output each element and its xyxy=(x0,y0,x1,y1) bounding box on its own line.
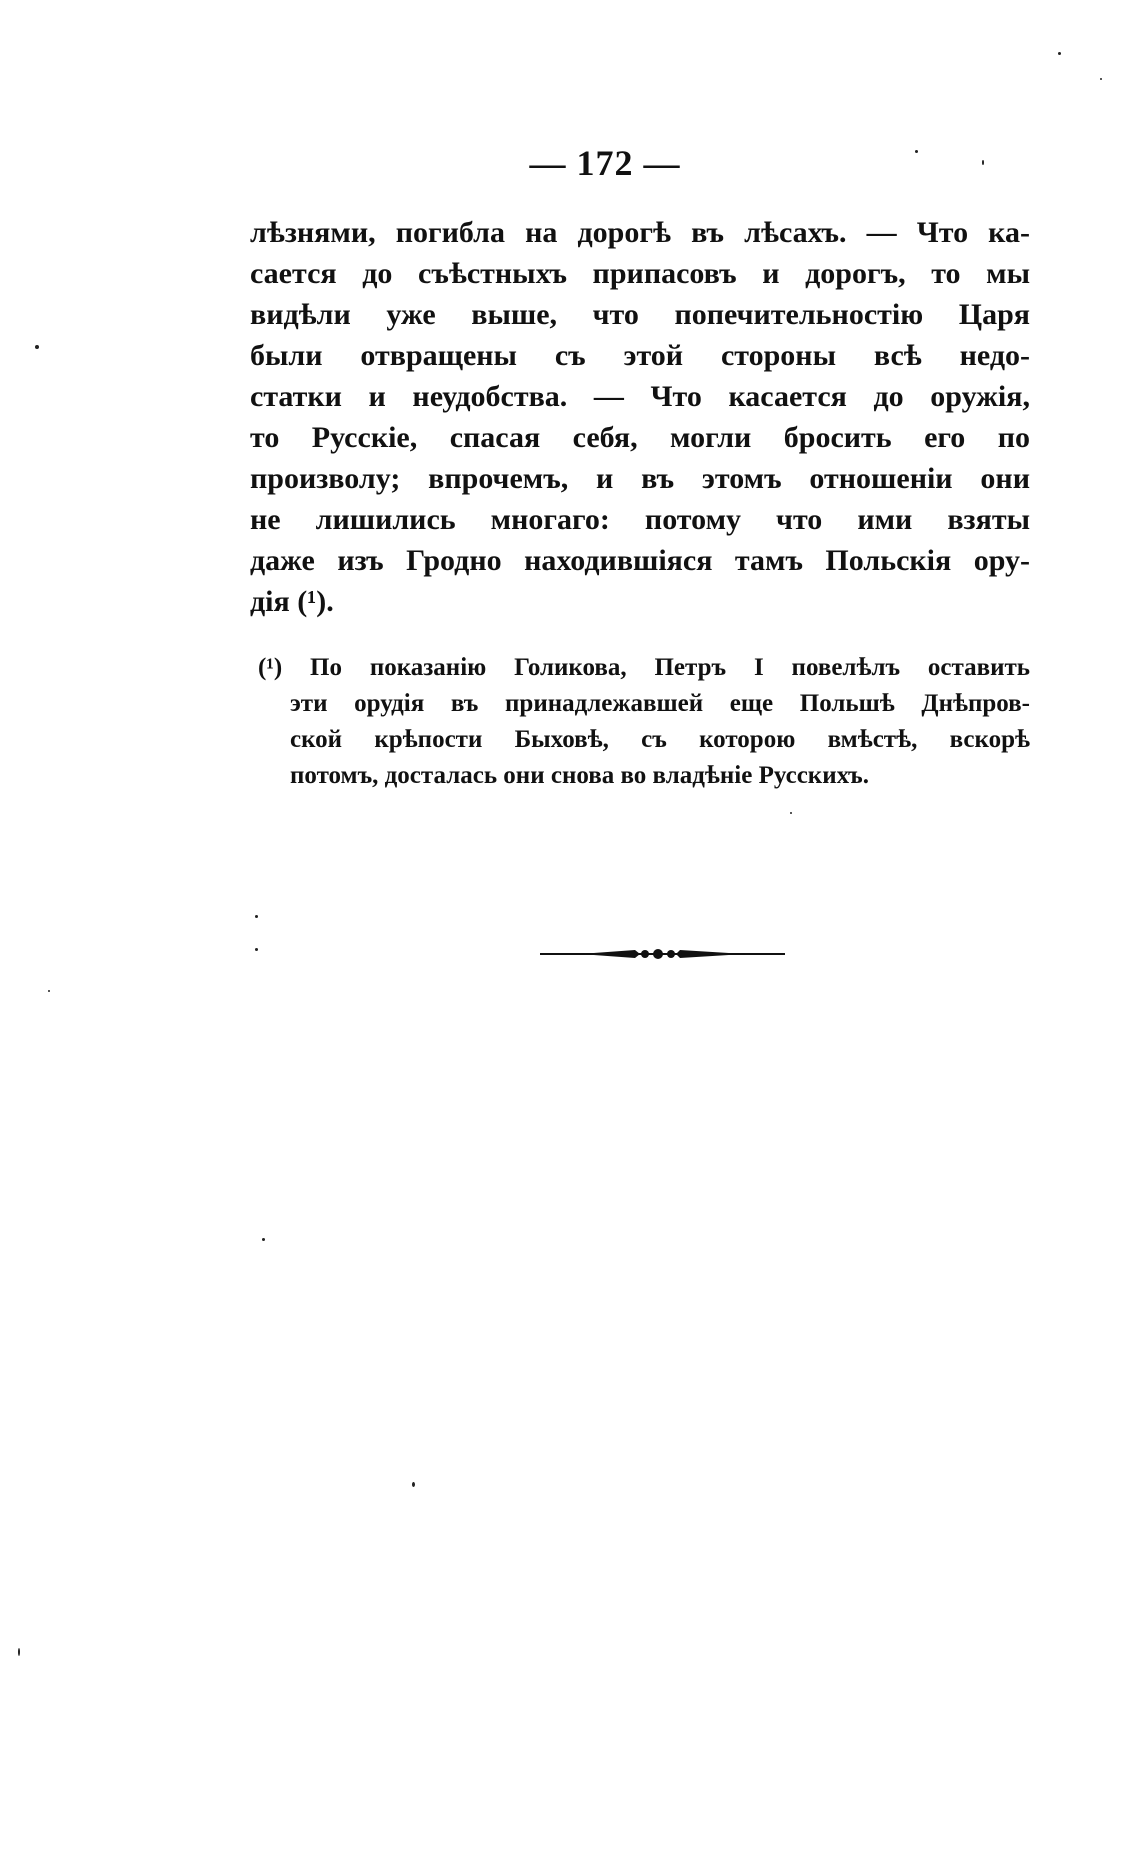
scan-speck xyxy=(262,1238,265,1241)
footnote-line: эти орудія въ принадлежавшей еще Польшѣ Днѣпров- xyxy=(290,690,1030,717)
text-line: видѣли уже выше, что попечительностію Царя xyxy=(250,298,1030,331)
scan-speck xyxy=(412,1482,415,1487)
footnote-line: потомъ, досталась они снова во владѣніе Русскихъ. xyxy=(290,762,869,789)
text-line: были отвращены съ этой стороны всѣ недо- xyxy=(250,339,1030,372)
scan-speck xyxy=(255,915,258,918)
footnote xyxy=(258,650,1030,794)
scan-speck xyxy=(1058,52,1061,55)
scan-speck xyxy=(48,990,50,992)
footnote-line: ской крѣпости Быховѣ, съ которою вмѣстѣ, вскорѣ xyxy=(290,726,1030,753)
footnote-line: (¹) По показанію Голикова, Петръ I повелѣлъ оставить xyxy=(258,654,1030,681)
scan-speck xyxy=(18,1648,20,1656)
scan-speck xyxy=(982,160,984,165)
scan-speck xyxy=(790,812,792,814)
text-line: сается до съѣстныхъ припасовъ и дорогъ, то мы xyxy=(250,257,1030,290)
main-text-block xyxy=(250,212,1030,622)
scan-speck xyxy=(915,150,918,153)
text-line: статки и неудобства. — Что касается до оружія, xyxy=(250,380,1030,413)
text-line: дія (¹). xyxy=(250,585,334,618)
text-line: даже изъ Гродно находившіяся тамъ Польскія ору- xyxy=(250,544,1030,577)
text-line: не лишились многаго: потому что ими взяты xyxy=(250,503,1030,536)
text-line: то Русскіе, спасая себя, могли бросить его по xyxy=(250,421,1030,454)
scan-speck xyxy=(255,948,258,951)
scan-speck xyxy=(35,345,39,349)
end-ornament xyxy=(540,944,785,964)
text-line: произволу; впрочемъ, и въ этомъ отношеніи они xyxy=(250,462,1030,495)
text-line: лѣзнями, погибла на дорогѣ въ лѣсахъ. — Что ка- xyxy=(250,216,1030,249)
page-number: — 172 — xyxy=(529,143,681,183)
scan-speck xyxy=(1100,78,1102,80)
